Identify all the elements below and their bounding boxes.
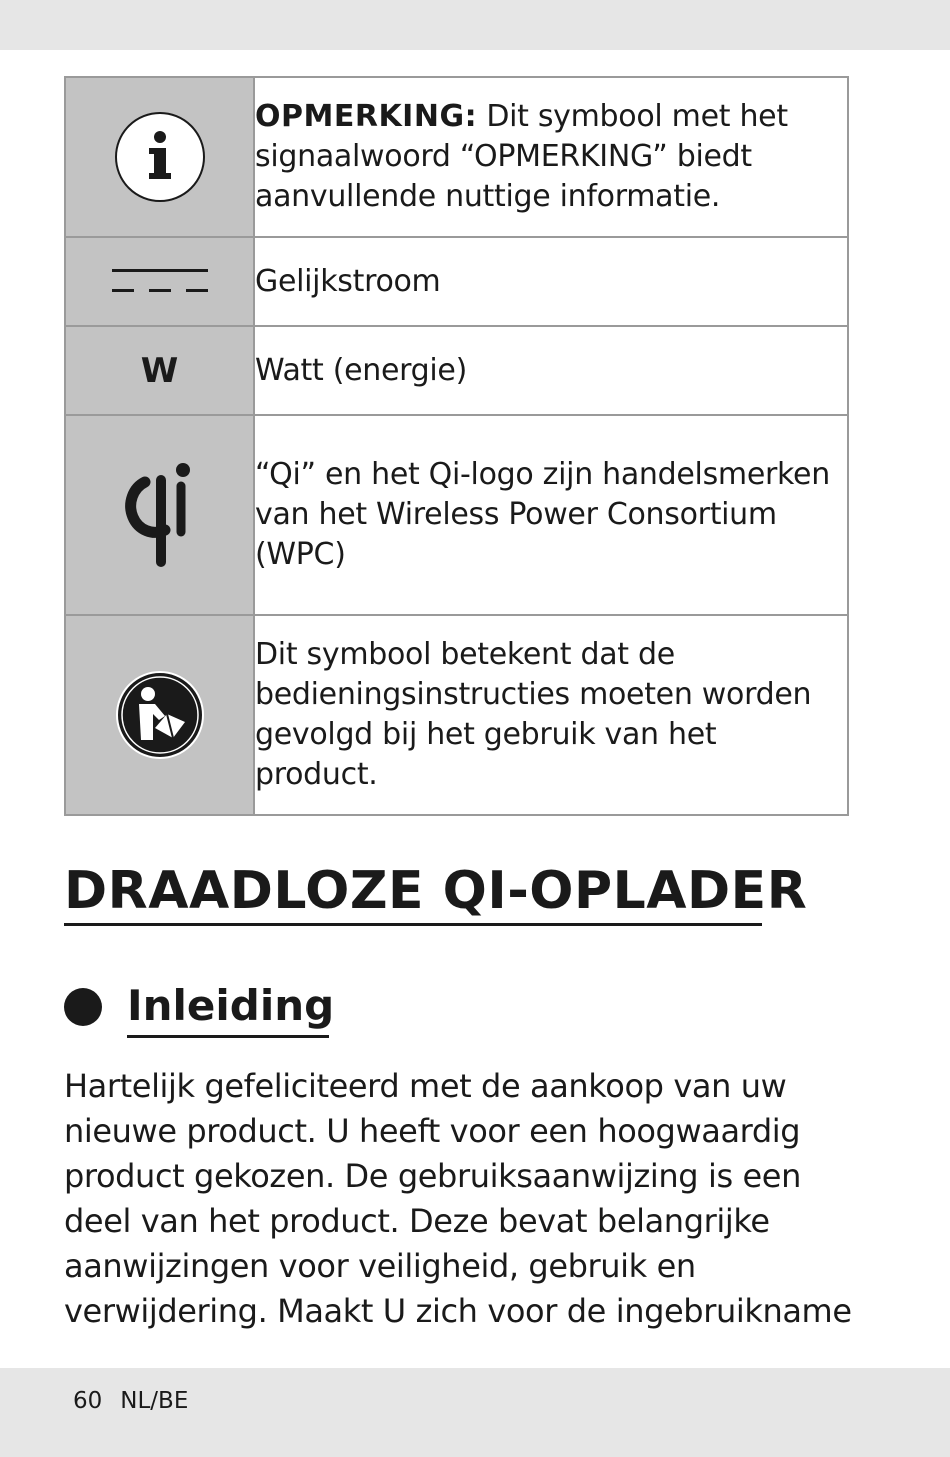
symbol-description [254, 415, 848, 615]
symbol-cell [65, 326, 254, 415]
section-bullet [64, 988, 102, 1026]
page-title: DRAADLOZE QI-OPLADER [64, 861, 808, 921]
read-manual-icon [115, 670, 205, 760]
qi-text: “Qi” en het Qi-logo zijn handelsmerken van het Wireless Power Consortium (WPC) [255, 457, 830, 572]
symbol-cell [65, 415, 254, 615]
table-row [65, 615, 848, 815]
direct-current-icon [112, 265, 208, 299]
symbol-cell [65, 237, 254, 326]
symbols-table [64, 76, 849, 816]
qi-logo-icon [125, 460, 195, 570]
top-band [0, 0, 950, 50]
symbol-cell [65, 615, 254, 815]
locale-label: NL/BE [120, 1388, 189, 1414]
symbol-cell [65, 77, 254, 237]
table-row [65, 415, 848, 615]
symbol-description [254, 615, 848, 815]
symbol-description [254, 237, 848, 326]
section-title: Inleiding [127, 981, 335, 1030]
symbol-description [254, 77, 848, 237]
watt-symbol: W [140, 350, 179, 391]
table-row [65, 77, 848, 237]
dc-text: Gelijkstroom [255, 263, 441, 299]
table-row [65, 326, 848, 415]
page-number: 60 [73, 1388, 103, 1414]
footer [73, 1388, 206, 1414]
manual-text: Dit symbool betekent dat de bedieningsinstructies moeten worden gevolgd bij het gebruik van het product. [255, 637, 812, 792]
note-text: Dit symbool met het signaalwoord “OPMERKING” biedt aanvullende nuttige informatie. [255, 99, 788, 214]
watt-text: Watt (energie) [255, 352, 467, 388]
table-row [65, 237, 848, 326]
note-label: OPMERKING: [255, 99, 478, 134]
symbol-description [254, 326, 848, 415]
title-underline [64, 923, 762, 926]
intro-paragraph: Hartelijk gefeliciteerd met de aankoop van uw nieuwe product. U heeft voor een hoogwaardig product gekozen. De gebruiksaanwijzing is een deel van het product. Deze bevat belangrijke aanwijzingen voor veiligheid, gebruik en verwijdering. Maakt U zich voor de ingebruikname [64, 1067, 852, 1330]
section-underline [127, 1035, 329, 1038]
info-icon [114, 111, 206, 203]
